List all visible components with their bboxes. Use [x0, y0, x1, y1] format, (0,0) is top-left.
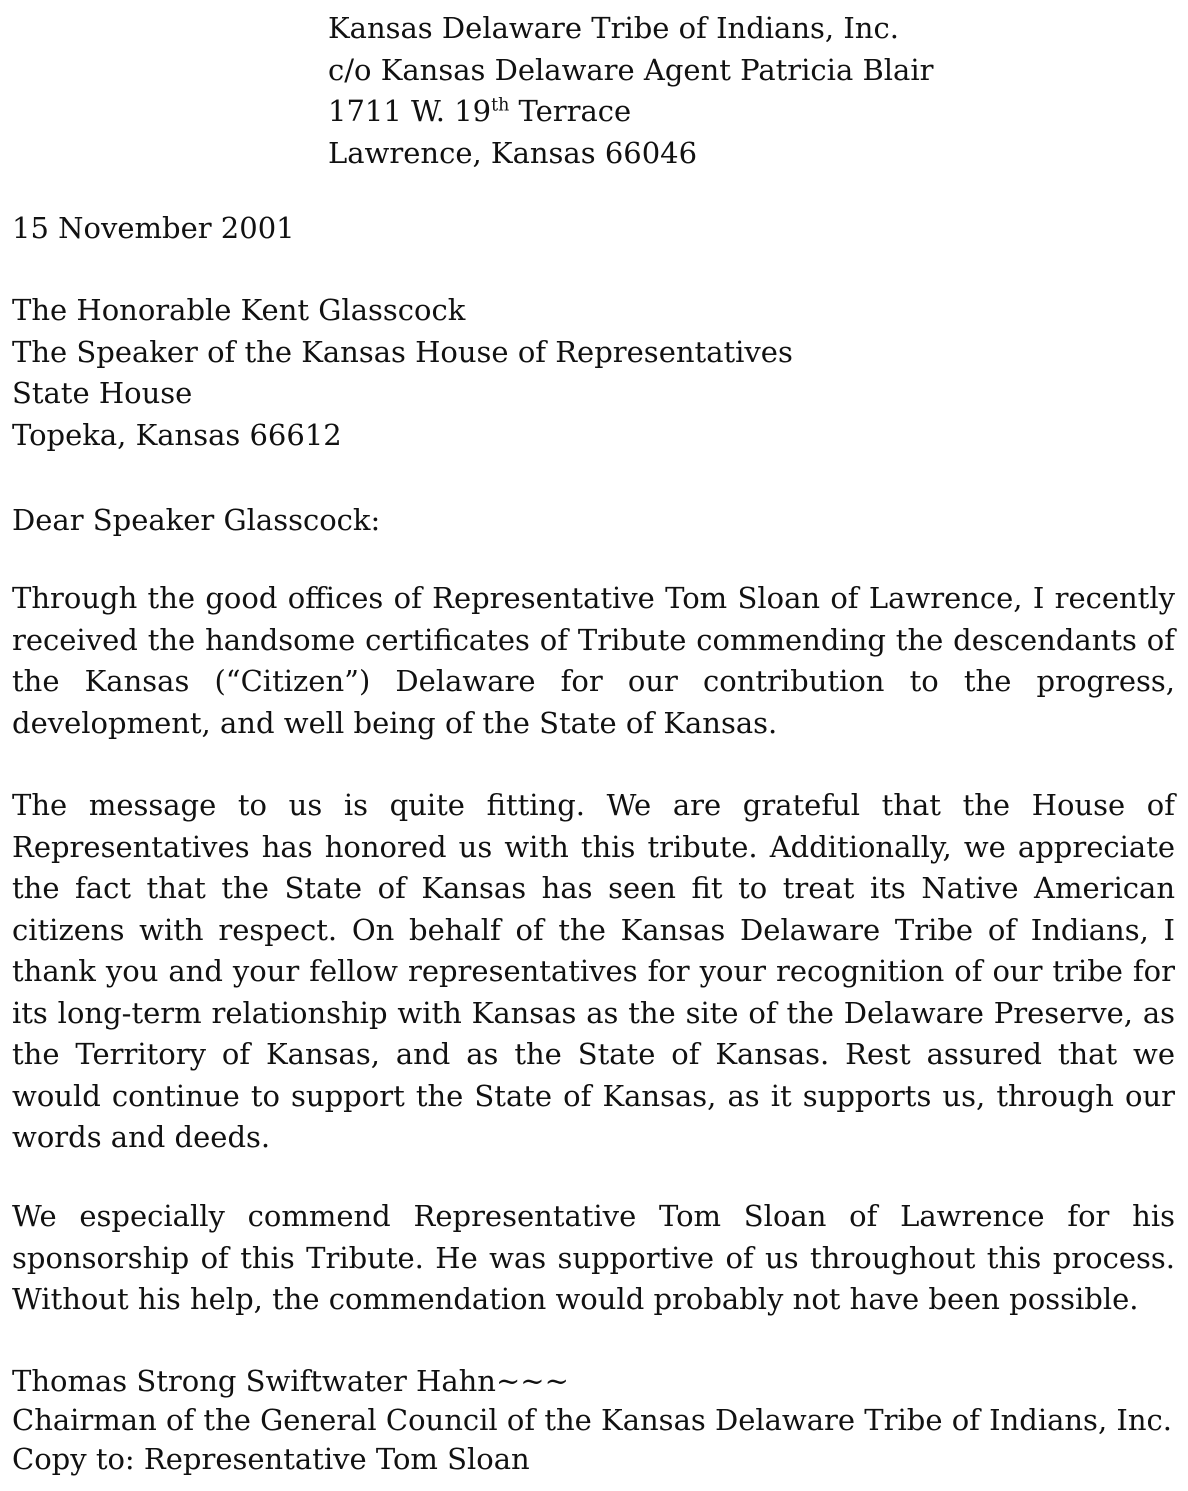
- body-paragraph-2: The message to us is quite fitting. We are grateful that the House of Representatives has honored us with this tribute. Additionally, we appreciate the fact that the State of Kansas has seen fit to treat its Native American citizens with respect. On behalf of the Kansas Delaware Tribe of Indians, I thank you and your fellow representatives for your recognition of our tribe for its long-term relationship with Kansas as the site of the Delaware Preserve, as the Territory of Kansas, and as the State of Kansas. Rest assured that we would continue to support the State of Kansas, as it supports us, through our words and deeds.: [12, 788, 1175, 1154]
- recipient-name: The Honorable Kent Glasscock: [12, 293, 466, 327]
- recipient-building: State House: [12, 376, 193, 410]
- letter-date: 15 November 2001: [12, 211, 295, 245]
- recipient-city: Topeka, Kansas 66612: [12, 417, 342, 452]
- recipient-address: [12, 290, 793, 456]
- recipient-title: The Speaker of the Kansas House of Representatives: [12, 334, 793, 369]
- closing-block: [12, 1362, 1172, 1479]
- letterhead-street-suffix-sup: th: [491, 95, 510, 116]
- letterhead-street: [328, 91, 933, 133]
- letterhead-street-number: 1711 W. 19: [328, 94, 492, 128]
- letterhead-street-name: Terrace: [509, 94, 632, 128]
- body-paragraph-1: Through the good offices of Representative Tom Sloan of Lawrence, I recently received the handsome certificates of Tribute commending the descendants of the Kansas (“Citizen”) Delaware for our contribution to the progress, development, and well being of the State of Kansas.: [12, 581, 1175, 740]
- signature-name: Thomas Strong Swiftwater Hahn~~~: [12, 1364, 569, 1398]
- letterhead: [328, 8, 933, 174]
- salutation: Dear Speaker Glasscock:: [12, 503, 381, 537]
- body-paragraph-3: We especially commend Representative Tom Sloan of Lawrence for his sponsorship of this Tribute. He was supportive of us throughout this process. Without his help, the commendation would probably not have been possible.: [12, 1199, 1175, 1316]
- letterhead-organization: Kansas Delaware Tribe of Indians, Inc.: [328, 11, 899, 45]
- signature-title: Chairman of the General Council of the Kansas Delaware Tribe of Indians, Inc.: [12, 1403, 1172, 1437]
- letterhead-care-of: c/o Kansas Delaware Agent Patricia Blair: [328, 52, 934, 87]
- letterhead-city: Lawrence, Kansas 66046: [328, 135, 698, 170]
- copy-to-line: Copy to: Representative Tom Sloan: [12, 1442, 530, 1476]
